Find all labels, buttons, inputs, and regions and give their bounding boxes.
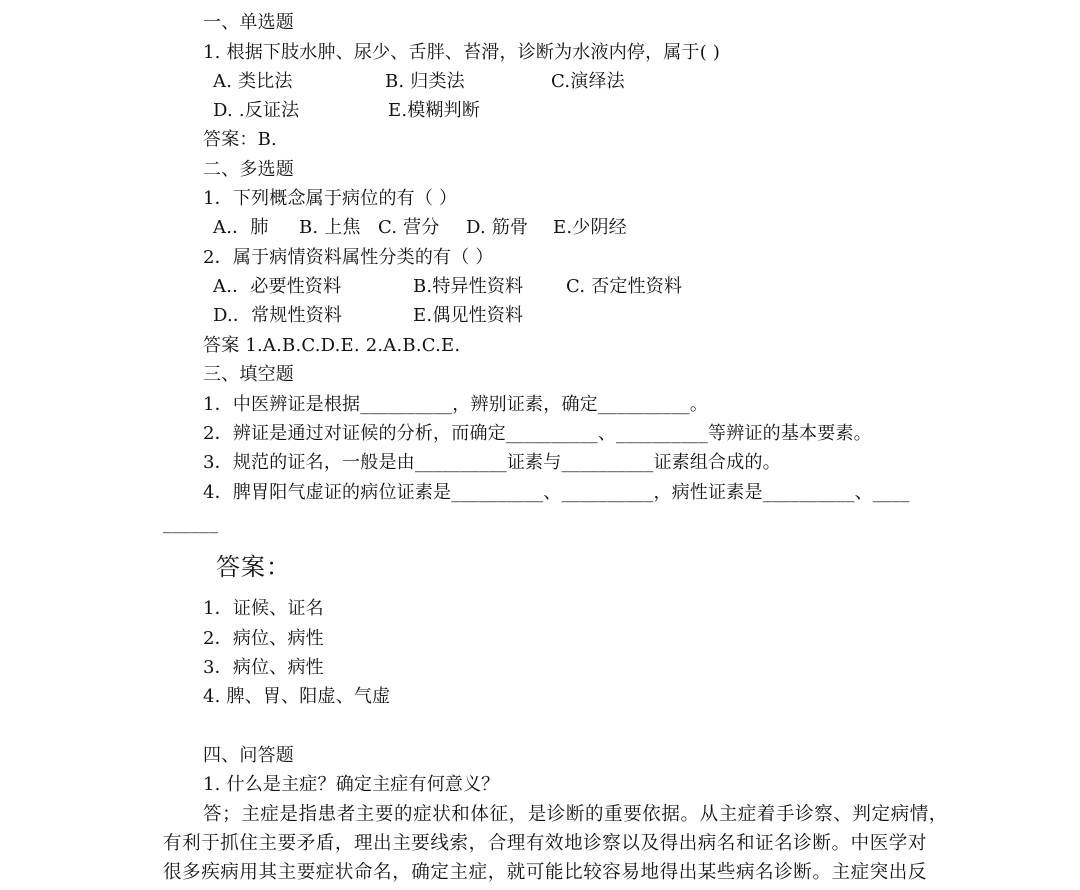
section2-q2-option-c: C. 否定性资料	[566, 276, 683, 297]
section3-question-3: 3．规范的证名，一般是由__________证素与__________证素组合成的。	[203, 452, 781, 473]
section2-q2-option-b: B.特异性资料	[413, 276, 524, 297]
section4-heading: 四、问答题	[203, 745, 294, 766]
section2-q1-option-a: A.．肺	[213, 217, 269, 238]
section2-q1-option-d: D. 筋骨	[466, 217, 529, 238]
section1-option-e: E.模糊判断	[388, 100, 481, 121]
section3-heading: 三、填空题	[203, 364, 294, 385]
section2-answer: 答案 1.A.B.C.D.E. 2.A.B.C.E.	[203, 335, 461, 356]
section1-question-1: 1. 根据下肢水肿、尿少、舌胖、苔滑，诊断为水液内停，属于( )	[203, 42, 721, 63]
section1-option-b: B. 归类法	[385, 71, 465, 92]
section2-q2-option-a: A.．必要性资料	[213, 276, 342, 297]
section3-answer-2: 2．病位、病性	[203, 628, 324, 649]
section4-answer-line-1: 答；主症是指患者主要的症状和体征，是诊断的重要依据。从主症着手诊察、判定病情，	[203, 804, 948, 825]
section1-heading: 一、单选题	[203, 12, 294, 33]
section2-q2-option-e: E.偶见性资料	[413, 305, 524, 326]
section1-option-a: A. 类比法	[213, 71, 293, 92]
section2-heading: 二、多选题	[203, 159, 294, 180]
section2-question-2: 2．属于病情资料属性分类的有（ ）	[203, 247, 494, 268]
section3-question-2: 2．辨证是通过对证候的分析，而确定__________、__________等辨证的基本要素。	[203, 423, 872, 444]
section3-answer-1: 1．证候、证名	[203, 598, 324, 619]
section2-q1-option-e: E.少阴经	[553, 217, 627, 238]
section1-answer: 答案：B.	[203, 129, 277, 150]
section3-question-4: 4．脾胃阳气虚证的病位证素是__________、__________，病性证素是__________、____	[203, 482, 910, 503]
section1-option-c: C.演绎法	[551, 71, 625, 92]
section3-question-1: 1．中医辨证是根据__________，辨别证素，确定__________。	[203, 394, 709, 415]
section2-q2-option-d: D.．常规性资料	[213, 305, 343, 326]
section3-answer-4: 4. 脾、胃、阳虚、气虚	[203, 686, 391, 707]
section2-q1-option-b: B. 上焦	[299, 217, 361, 238]
section3-answer-heading: 答案：	[216, 553, 291, 581]
section4-answer-line-3: 很多疾病用其主要症状命名，确定主症，就可能比较容易地得出某些病名诊断。主症突出反	[163, 862, 928, 883]
section3-question-4-continued: ______	[163, 513, 219, 534]
section1-option-d: D. .反证法	[213, 100, 300, 121]
section2-q1-option-c: C. 营分	[378, 217, 440, 238]
section3-answer-3: 3．病位、病性	[203, 657, 324, 678]
section4-question-1: 1. 什么是主症？确定主症有何意义？	[203, 774, 500, 795]
section2-question-1: 1．下列概念属于病位的有（ ）	[203, 188, 458, 209]
section4-answer-line-2: 有利于抓住主要矛盾，理出主要线索，合理有效地诊察以及得出病名和证名诊断。中医学对	[163, 833, 928, 854]
